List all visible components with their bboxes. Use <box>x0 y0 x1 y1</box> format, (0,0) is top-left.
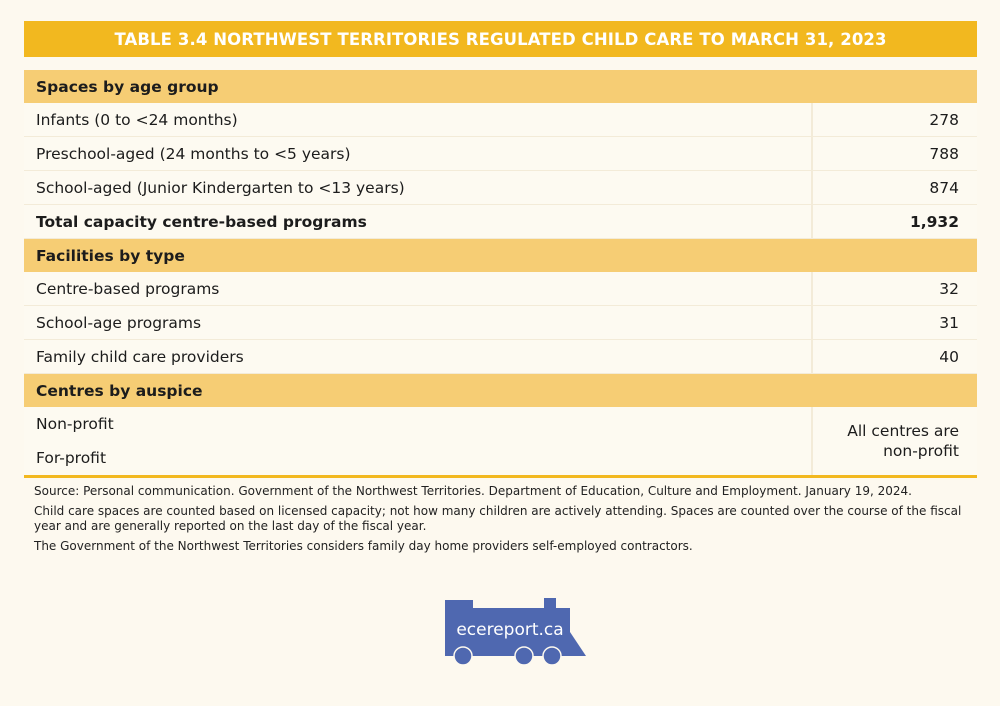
footnote-capacity: Child care spaces are counted based on licensed capacity; not how many children are actively attending. Spaces are counted over the course of the fiscal year and are generally reported on the last day of the fiscal year. <box>34 504 962 533</box>
table-row <box>24 137 977 171</box>
row-value: 1,932 <box>909 212 959 231</box>
section-heading: Centres by auspice <box>36 381 203 400</box>
row-value: 31 <box>939 313 959 332</box>
row-label: Non-profit <box>36 415 114 433</box>
row-label: Total capacity centre-based programs <box>24 205 813 238</box>
row-label: School-age programs <box>24 306 813 339</box>
section-heading: Spaces by age group <box>36 77 219 96</box>
table-row <box>24 103 977 137</box>
section-header-spaces <box>24 70 977 103</box>
row-value: 788 <box>929 144 959 163</box>
total-row <box>24 205 977 239</box>
row-value: 874 <box>929 178 959 197</box>
ecereport-train-logo[interactable] <box>445 598 587 668</box>
section-header-auspice <box>24 374 977 407</box>
footnotes <box>34 484 974 559</box>
section-heading: Facilities by type <box>36 246 185 265</box>
row-value: 32 <box>939 279 959 298</box>
row-label: For-profit <box>36 449 107 467</box>
auspice-note <box>813 407 977 475</box>
table-title: TABLE 3.4 NORTHWEST TERRITORIES REGULATED CHILD CARE TO MARCH 31, 2023 <box>24 21 977 57</box>
row-value: 278 <box>929 110 959 129</box>
table-row <box>24 306 977 340</box>
table-row <box>24 171 977 205</box>
row-label: School-aged (Junior Kindergarten to <13 years) <box>24 171 813 204</box>
table-row <box>24 272 977 306</box>
table-row <box>24 340 977 374</box>
footnote-contractors: The Government of the Northwest Territories considers family day home providers self-employed contractors. <box>34 539 693 553</box>
auspice-labels <box>24 407 813 475</box>
row-label: Infants (0 to <24 months) <box>24 103 813 136</box>
auspice-note-line: non-profit <box>883 442 959 460</box>
auspice-note-line: All centres are <box>847 422 959 440</box>
logo-text: ecereport.ca <box>456 620 564 640</box>
footnote-source: Source: Personal communication. Government of the Northwest Territories. Department of Education, Culture and Employment. January 19, 2024. <box>34 484 912 498</box>
data-table <box>24 70 977 478</box>
section-header-facilities <box>24 239 977 272</box>
row-label: Preschool-aged (24 months to <5 years) <box>24 137 813 170</box>
row-label: Centre-based programs <box>24 272 813 305</box>
row-label: Family child care providers <box>24 340 813 373</box>
row-value: 40 <box>939 347 959 366</box>
auspice-block <box>24 407 977 478</box>
